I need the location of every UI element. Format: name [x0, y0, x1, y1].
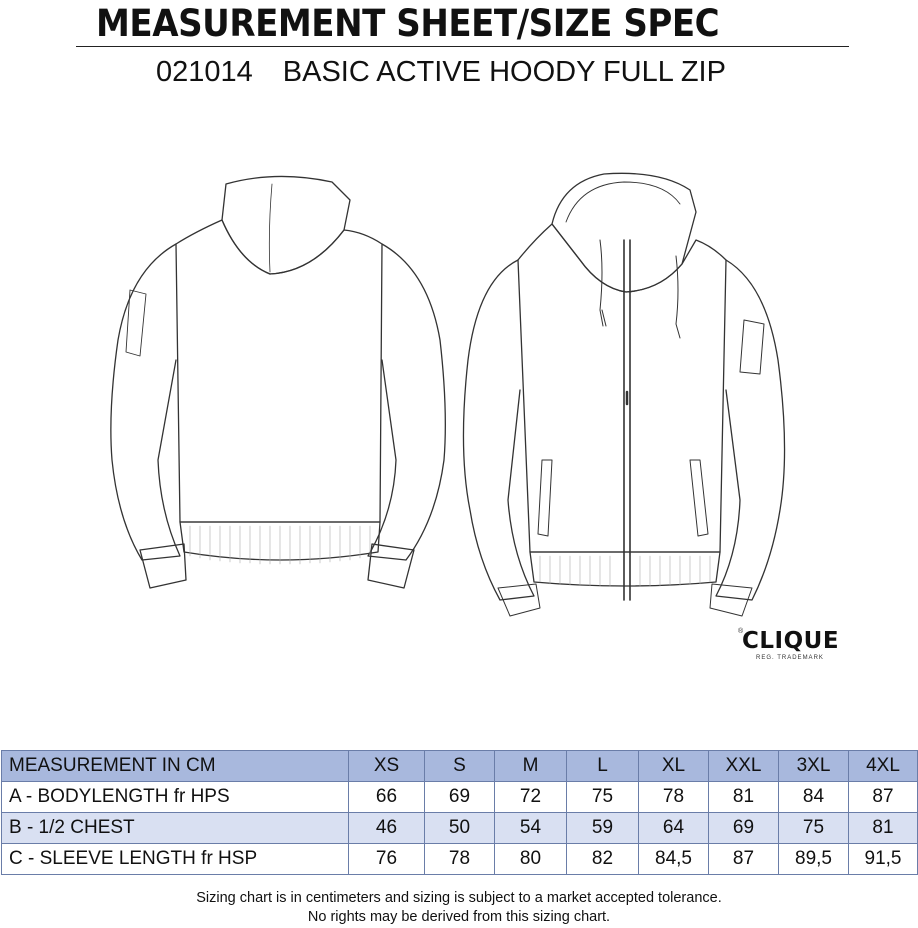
table-cell: 81 — [849, 813, 918, 844]
row-label: B - 1/2 CHEST — [2, 813, 349, 844]
brand-logo — [738, 628, 850, 664]
table-cell: 82 — [567, 844, 639, 875]
table-cell: 75 — [779, 813, 849, 844]
table-cell: 84,5 — [639, 844, 709, 875]
size-table — [1, 750, 918, 875]
size-table-header — [2, 751, 918, 782]
brand-tagline: REG. TRADEMARK — [756, 655, 824, 661]
table-cell: 75 — [567, 782, 639, 813]
table-cell: 69 — [425, 782, 495, 813]
table-cell: 87 — [709, 844, 779, 875]
size-header-4xl: 4XL — [849, 751, 918, 782]
table-cell: 64 — [639, 813, 709, 844]
footer-disclaimer-2: No rights may be derived from this sizing chart. — [307, 909, 611, 925]
hoodie-front-drawing — [463, 173, 784, 616]
table-cell: 46 — [349, 813, 425, 844]
table-cell: 78 — [425, 844, 495, 875]
table-cell: 66 — [349, 782, 425, 813]
size-header-xl: XL — [639, 751, 709, 782]
footer-disclaimer-1: Sizing chart is in centimeters and sizing is subject to a market accepted tolerance. — [196, 890, 722, 906]
table-cell: 72 — [495, 782, 567, 813]
table-cell: 69 — [709, 813, 779, 844]
brand-wordmark: CLIQUE — [742, 628, 840, 654]
size-header-xxl: XXL — [709, 751, 779, 782]
size-header-m: M — [495, 751, 567, 782]
size-header-3xl: 3XL — [779, 751, 849, 782]
table-cell: 81 — [709, 782, 779, 813]
registered-mark: ® — [738, 628, 744, 635]
title-divider — [76, 46, 849, 47]
product-name: BASIC ACTIVE HOODY FULL ZIP — [282, 56, 726, 88]
table-row — [2, 782, 918, 813]
size-header-xs: XS — [349, 751, 425, 782]
front-rib-lines — [540, 556, 710, 586]
size-header-s: S — [425, 751, 495, 782]
table-cell: 76 — [349, 844, 425, 875]
table-cell: 50 — [425, 813, 495, 844]
table-cell: 80 — [495, 844, 567, 875]
table-row — [2, 813, 918, 844]
table-cell: 87 — [849, 782, 918, 813]
row-label: A - BODYLENGTH fr HPS — [2, 782, 349, 813]
garment-illustrations — [0, 160, 918, 620]
back-rib-lines — [190, 526, 370, 564]
table-cell: 59 — [567, 813, 639, 844]
size-header-l: L — [567, 751, 639, 782]
table-cell: 78 — [639, 782, 709, 813]
table-cell: 84 — [779, 782, 849, 813]
product-subtitle — [156, 56, 726, 89]
table-cell: 89,5 — [779, 844, 849, 875]
table-cell: 54 — [495, 813, 567, 844]
table-row — [2, 844, 918, 875]
hoodie-back-drawing — [111, 176, 445, 588]
table-cell: 91,5 — [849, 844, 918, 875]
product-code: 021014 — [156, 56, 253, 88]
row-label: C - SLEEVE LENGTH fr HSP — [2, 844, 349, 875]
measurement-header: MEASUREMENT IN CM — [2, 751, 349, 782]
page-title: MEASUREMENT SHEET/SIZE SPEC — [96, 2, 720, 45]
